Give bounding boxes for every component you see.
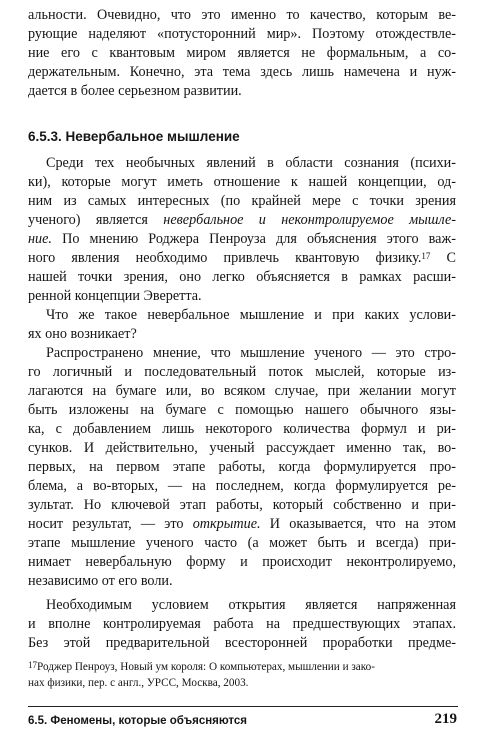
italic-term: невербальное и неконтролируемое мышле-: [163, 212, 457, 228]
text-line: нашей точки зрения, оно легко объясняется в рамках расши-: [28, 269, 456, 285]
footnote-mark: 17: [28, 660, 37, 670]
text-line: зультат. Но ключевой этап работы, который собственно и при-: [28, 497, 456, 513]
text-line: Без этой предварительной всесторонней проработки предме-: [28, 635, 456, 651]
text-line: [28, 211, 456, 230]
footnote-line: [28, 660, 458, 675]
text-run: С: [430, 250, 456, 266]
footnote-text: Роджер Пенроуз, Новый ум короля: О компьютерах, мышлении и зако-: [37, 661, 375, 673]
text-line: ки), которые могут иметь отношение к нашей концепции, од-: [28, 174, 456, 190]
text-line: рующие наделяют «потусторонний мир». Поэтому отождествле-: [28, 26, 456, 42]
text-line: нимает невербальную форму и происходит неконтролируемо,: [28, 554, 456, 570]
italic-term: открытие.: [192, 516, 261, 532]
text-line: альности. Очевидно, что это именно то качество, которым ве-: [28, 7, 456, 23]
text-line: ка, с добавлением лишь некоторого количества формул и ри-: [28, 421, 456, 437]
text-run: ного явления необходимо привлечь квантовую физику.: [28, 250, 422, 266]
text-line: лагаются на бумаге или, во всяком случае, при желании могут: [28, 383, 456, 399]
text-line: Среди тех необычных явлений в области сознания (психи-: [46, 155, 456, 171]
text-line: Распространено мнение, что мышление ученого — это стро-: [46, 345, 456, 361]
text-line: ние его с квантовым миром является не формальным, а со-: [28, 45, 456, 61]
text-line: держательным. Конечно, эта тема здесь лишь намечена и нуж-: [28, 64, 456, 80]
text-line: независимо от его воли.: [28, 573, 173, 589]
page-number: 219: [434, 711, 457, 727]
text-line: и вполне контролируемая работа на предшествующих этапах.: [28, 616, 456, 632]
text-line: ренной концепции Эверетта.: [28, 288, 202, 304]
text-run: носит результат, — это: [28, 516, 193, 532]
text-line: быть изложены на бумаге с помощью нашего обычного язы-: [28, 402, 456, 418]
text-line: [28, 249, 456, 268]
text-run: По мнению Роджера Пенроуза для объяснения этого важ-: [51, 231, 456, 247]
text-line: ним из самых интересных (по крайней мере с точки зрения: [28, 193, 456, 209]
section-heading: 6.5.3. Невербальное мышление: [28, 129, 240, 144]
running-title: 6.5. Феномены, которые объясняются: [28, 715, 247, 727]
text-line: сунков. И действительно, ученый рассуждает именно так, во-: [28, 440, 456, 456]
footnote-ref: 17: [421, 251, 431, 261]
text-line: [28, 515, 456, 534]
text-line: ях оно возникает?: [28, 326, 137, 342]
italic-term: ние.: [28, 231, 52, 247]
text-line: дается в более серьезном развитии.: [28, 83, 242, 99]
footer-rule: [28, 706, 458, 707]
text-line: первых, на первом этапе работы, когда формулируется про-: [28, 459, 456, 475]
footnote-line: нах физики, пер. с англ., УРСС, Москва, 2003.: [28, 677, 249, 689]
text-line: го логичный и последовательный поток мыслей, которые из-: [28, 364, 456, 380]
text-line: Необходимым условием открытия является напряженная: [46, 597, 456, 613]
text-line: Что же такое невербальное мышление и при каких услови-: [46, 307, 456, 323]
text-line: этапе мышление ученого часто (а может быть и всегда) при-: [28, 535, 456, 551]
text-line: блема, а во-вторых, — на последнем, когда формулируется ре-: [28, 478, 456, 494]
text-run: ученого) является: [28, 212, 164, 228]
text-line: [28, 230, 456, 249]
text-run: И оказывается, что на этом: [260, 516, 456, 532]
